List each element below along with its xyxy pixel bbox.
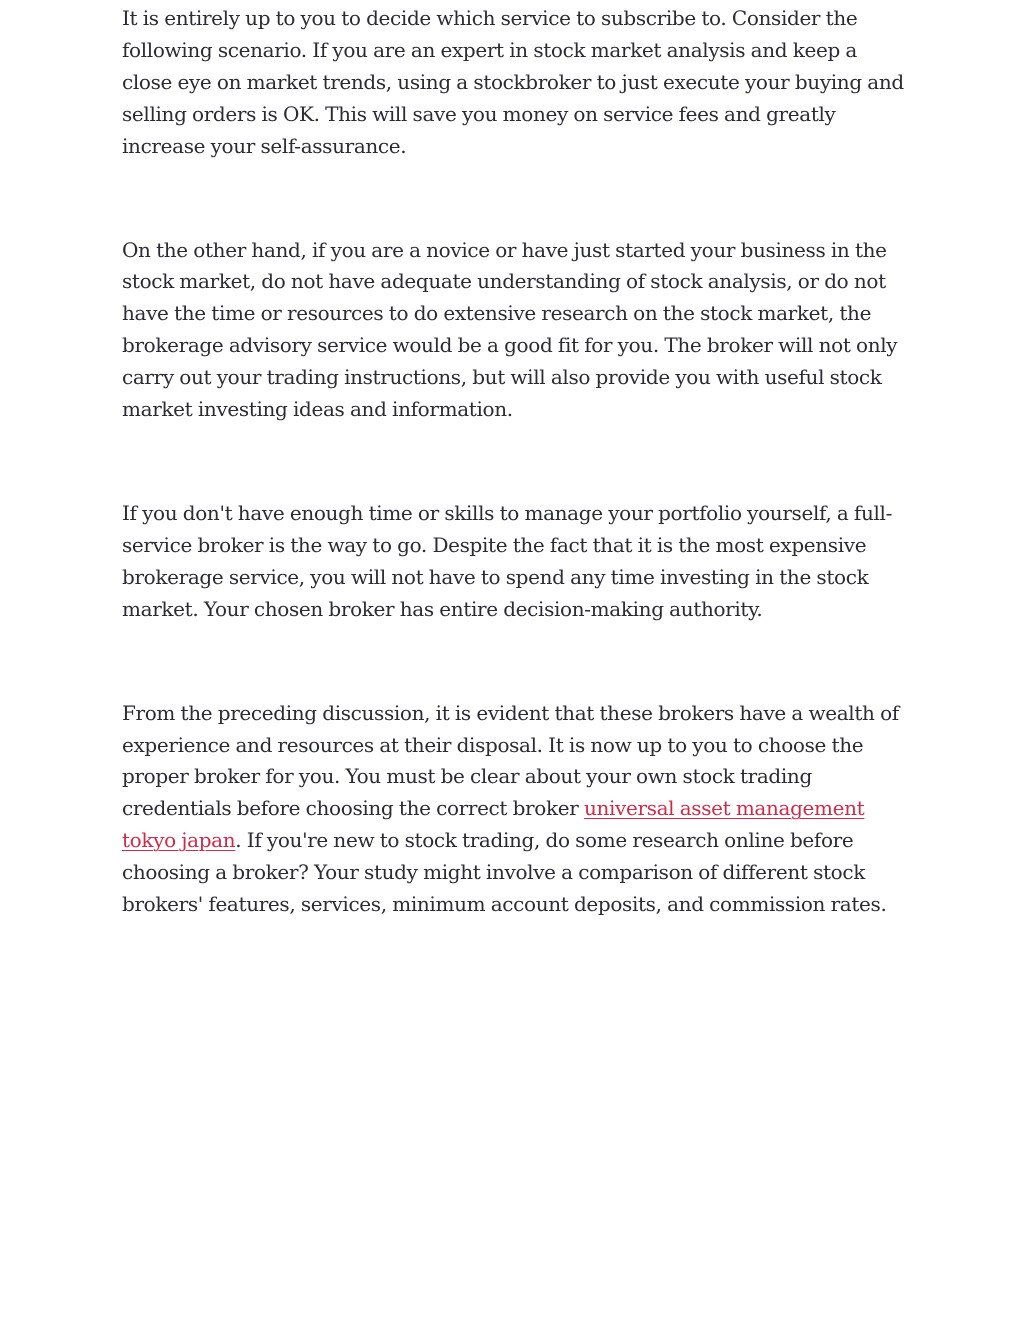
paragraph-text-before-link: From the preceding discussion, it is evident that these brokers have a wealth of experience and resources at their disposal. It is now up to you to choose the proper broker for you. You must be clear about your own stock trading credentials before choosing the correct broker: [122, 700, 899, 821]
paragraph-full-service-broker: If you don't have enough time or skills to manage your portfolio yourself, a full-service broker is the way to go. Despite the fact that it is the most expensive brokerage service, you will not have to spend any time investing in the stock market. Your chosen broker has entire decision-making authority.: [122, 500, 893, 621]
paragraph-service-choice: It is entirely up to you to decide which service to subscribe to. Consider the following scenario. If you are an expert in stock market analysis and keep a close eye on market trends, using a stockbroker to just execute your buying and selling orders is OK. This will save you money on service fees and greatly increase your self-assurance.: [122, 6, 904, 158]
paragraph-text-after-link: . If you're new to stock trading, do some research online before choosing a broker? Your study might involve a comparison of different stock brokers' features, services, minimum account deposits, and commission rates.: [122, 828, 887, 917]
universal-asset-management-link[interactable]: universal asset management tokyo japan: [122, 796, 865, 853]
article-body: [122, 3, 912, 993]
paragraph-choosing-broker: [122, 698, 912, 921]
paragraph-advisory-service: On the other hand, if you are a novice or have just started your business in the stock market, do not have adequate understanding of stock analysis, or do not have the time or resources to do extensive research on the stock market, the brokerage advisory service would be a good fit for you. The broker will not only carry out your trading instructions, but will also provide you with useful stock market investing ideas and information.: [122, 237, 898, 422]
